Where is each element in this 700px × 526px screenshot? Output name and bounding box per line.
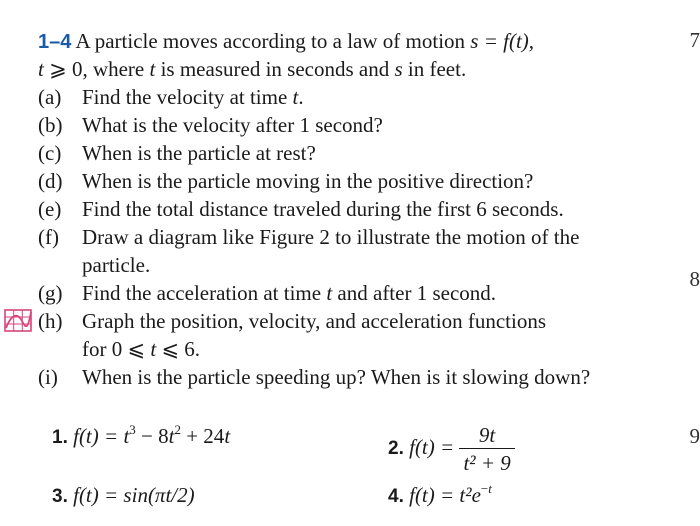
var-t: t — [38, 57, 44, 81]
part-text-b: ⩽ 6. — [156, 337, 201, 361]
exercise-function: f(t) = t²e — [409, 483, 481, 507]
edge-mark: 9 — [689, 424, 700, 448]
part-label: (i) — [38, 365, 58, 389]
exercise-number: 1. — [52, 427, 68, 448]
part-text: When is the particle speeding up? When is it slowing down? — [82, 365, 591, 389]
var-t: t — [292, 85, 299, 109]
fraction-denominator — [459, 448, 514, 477]
part-text: Draw a diagram like Figure 2 to illustrate the motion of the — [82, 225, 580, 249]
fraction — [459, 422, 514, 477]
part-text — [82, 83, 304, 111]
exercise-number: 2. — [388, 438, 404, 460]
part-text-a: for 0 ⩽ — [82, 337, 151, 361]
graphing-calculator-icon — [4, 309, 34, 333]
part-label: (f) — [38, 225, 59, 249]
var-t: t — [149, 57, 156, 81]
part-label: (g) — [38, 281, 63, 305]
edge-mark: 7 — [689, 28, 700, 52]
intro-text-a: ⩾ 0, where — [43, 57, 150, 81]
exercise-function: f(t) = sin(πt/2) — [73, 483, 195, 507]
part-text — [82, 279, 496, 307]
problem-number: 1–4 — [38, 31, 72, 53]
problem-intro-line-2 — [38, 55, 466, 83]
exercise-4: 4. $f(t) = t^2e^{-t}$ — [388, 481, 492, 507]
part-text: When is the particle moving in the positive direction? — [82, 169, 534, 193]
part-label: (e) — [38, 197, 62, 221]
exercise-function: f(t) = — [73, 424, 124, 448]
var-s: s — [394, 57, 403, 81]
part-text: Find the total distance traveled during the first 6 seconds. — [82, 197, 564, 221]
part-label: (a) — [38, 85, 62, 109]
exercise-number: 4. — [388, 486, 404, 507]
part-label: (d) — [38, 169, 63, 193]
problem-intro-line-1 — [38, 27, 534, 56]
law-of-motion-equation: s = f(t), — [470, 29, 535, 53]
denominator-text: t² + 9 — [463, 451, 511, 475]
part-text-end: and after 1 second. — [332, 281, 497, 305]
part-label: (h) — [38, 309, 63, 333]
edge-mark: 8 — [689, 267, 700, 291]
part-label: (b) — [38, 113, 63, 137]
exercise-2 — [388, 408, 515, 475]
fraction-numerator — [459, 422, 514, 448]
var-t: t — [326, 281, 333, 305]
part-text: What is the velocity after 1 second? — [82, 113, 383, 137]
part-text-continued: particle. — [82, 253, 151, 277]
exercise-number: 3. — [52, 486, 68, 507]
numerator-text: 9t — [478, 423, 496, 447]
intro-text-c: in feet. — [402, 57, 467, 81]
exercise-function: f(t) = — [409, 435, 460, 460]
part-text-main: Find the acceleration at time — [82, 281, 327, 305]
part-text: Graph the position, velocity, and acceleration functions — [82, 309, 546, 333]
var-t: t — [150, 337, 157, 361]
part-text-main: Find the velocity at time — [82, 85, 293, 109]
intro-text-b: is measured in seconds and — [155, 57, 395, 81]
part-text-continued — [82, 335, 200, 363]
part-text: When is the particle at rest? — [82, 141, 316, 165]
exercise-1: 1. $f(t) = t^3 - 8t^2 + 24t$ — [52, 422, 231, 448]
problem-intro-text: A particle moves according to a law of motion — [71, 29, 471, 53]
part-label: (c) — [38, 141, 62, 165]
part-text-end: . — [298, 85, 304, 109]
exercise-3 — [52, 481, 195, 511]
